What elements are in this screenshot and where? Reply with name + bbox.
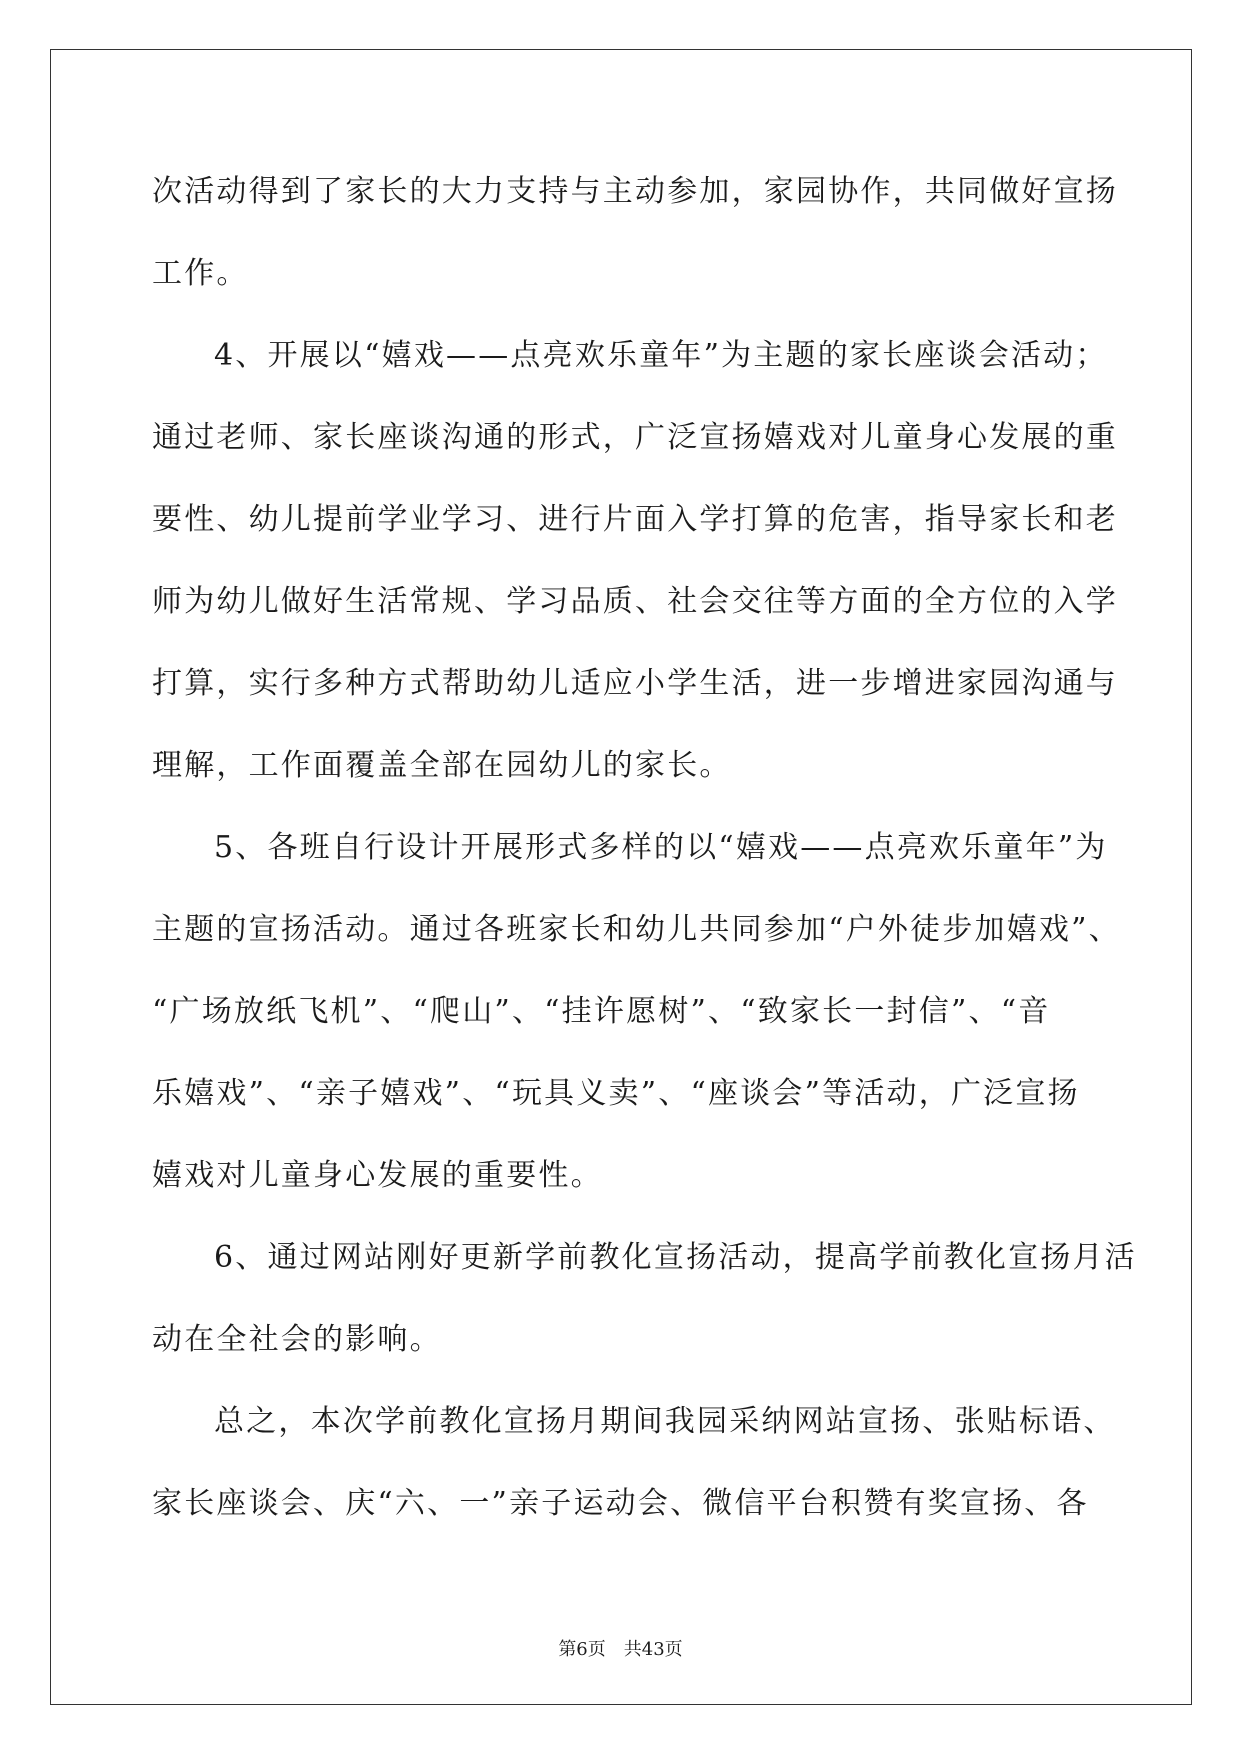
text-line: 乐嬉戏”、“亲子嬉戏”、“玩具义卖”、“座谈会”等活动，广泛宣扬 — [152, 1076, 1080, 1111]
page-number-footer: 第6页 共43页 — [558, 1639, 683, 1660]
text-line: 师为幼儿做好生活常规、学习品质、社会交往等方面的全方位的入学 — [152, 584, 1118, 619]
text-line: 次活动得到了家长的大力支持与主动参加，家园协作，共同做好宣扬 — [152, 174, 1118, 209]
text-line: 6、通过网站刚好更新学前教化宣扬活动，提高学前教化宣扬月活 — [214, 1240, 1137, 1275]
text-line: 5、各班自行设计开展形式多样的以“嬉戏——点亮欢乐童年”为 — [214, 830, 1108, 865]
text-line: 嬉戏对儿童身心发展的重要性。 — [152, 1158, 603, 1193]
text-line: 家长座谈会、庆“六、一”亲子运动会、微信平台积赞有奖宣扬、各 — [152, 1486, 1089, 1521]
document-body — [152, 162, 1137, 1556]
text-line: 工作。 — [152, 256, 249, 291]
text-line: 通过老师、家长座谈沟通的形式，广泛宣扬嬉戏对儿童身心发展的重 — [152, 420, 1118, 455]
text-line: 要性、幼儿提前学业学习、进行片面入学打算的危害，指导家长和老 — [152, 502, 1118, 537]
text-line: 动在全社会的影响。 — [152, 1322, 442, 1357]
text-line: 打算，实行多种方式帮助幼儿适应小学生活，进一步增进家园沟通与 — [152, 666, 1118, 701]
text-line: 总之，本次学前教化宣扬月期间我园采纳网站宣扬、张贴标语、 — [214, 1404, 1116, 1439]
text-line: “广场放纸飞机”、“爬山”、“挂许愿树”、“致家长一封信”、“音 — [152, 994, 1051, 1029]
text-line: 4、开展以“嬉戏——点亮欢乐童年”为主题的家长座谈会活动； — [214, 338, 1108, 373]
text-line: 理解，工作面覆盖全部在园幼儿的家长。 — [152, 748, 732, 783]
text-line: 主题的宣扬活动。通过各班家长和幼儿共同参加“户外徒步加嬉戏”、 — [152, 912, 1121, 947]
